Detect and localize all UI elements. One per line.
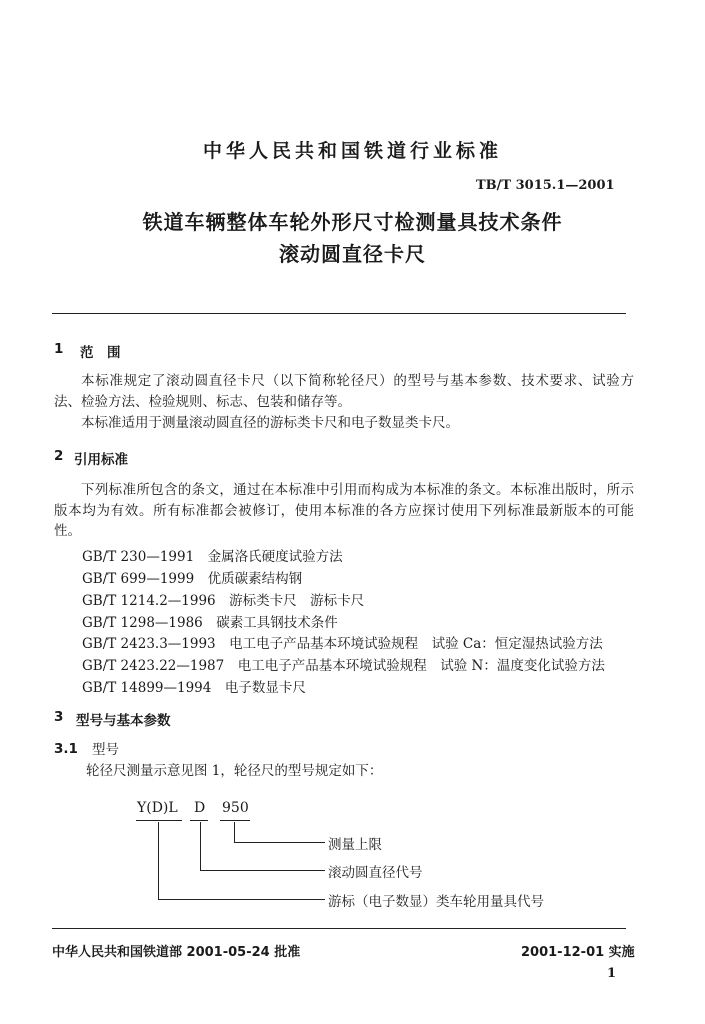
standard-number: TB/T 3015.1—2001 bbox=[476, 178, 615, 193]
code-underline-1 bbox=[136, 820, 182, 821]
reference-item: GB/T 2423.3—1993 电工电子产品基本环境试验规程 试验 Ca：恒定湿热试验方法 bbox=[82, 636, 603, 652]
reference-item: GB/T 1214.2—1996 游标类卡尺 游标卡尺 bbox=[82, 593, 365, 609]
section-1-number: 1 bbox=[54, 341, 64, 357]
approval-statement: 中华人民共和国铁道部 2001-05-24 批准 bbox=[52, 945, 301, 960]
standard-name: 中华人民共和国铁道行业标准 bbox=[202, 140, 502, 162]
implementation-date: 2001-12-01 实施 bbox=[521, 945, 635, 960]
reference-item: GB/T 1298—1986 碳素工具钢技术条件 bbox=[82, 615, 338, 631]
reference-item: GB/T 2423.22—1987 电工电子产品基本环境试验规程 试验 N：温度变化试验方法 bbox=[82, 658, 605, 674]
legend-gauge-code: 游标（电子数显）类车轮用量具代号 bbox=[328, 894, 544, 910]
section-1-paragraph-1: 本标准规定了滚动圆直径卡尺（以下简称轮径尺）的型号与基本参数、技术要求、试验方法、检验方法、检验规则、标志、包装和储存等。 bbox=[54, 373, 634, 410]
section-1-title: 范 围 bbox=[80, 345, 121, 361]
section-3-title: 型号与基本参数 bbox=[76, 713, 171, 729]
section-2-paragraph-1: 下列标准所包含的条文，通过在本标准中引用而构成为本标准的条文。本标准出版时，所示版本均为有效。所有标准都会被修订，使用本标准的各方应探讨使用下列标准最新版本的可能性。 bbox=[54, 482, 634, 539]
section-1-paragraph-2: 本标准适用于测量滚动圆直径的游标类卡尺和电子数显类卡尺。 bbox=[81, 415, 459, 431]
subsection-3-1-text: 轮径尺测量示意见图 1，轮径尺的型号规定如下： bbox=[86, 763, 383, 779]
footer-divider bbox=[52, 928, 626, 929]
title-line-1: 铁道车辆整体车轮外形尺寸检测量具技术条件 bbox=[142, 210, 563, 234]
subsection-3-1-number: 3.1 bbox=[54, 741, 78, 757]
reference-item: GB/T 699—1999 优质碳素结构钢 bbox=[82, 571, 303, 587]
model-code-part-2: D bbox=[194, 800, 206, 816]
title-line-2: 滚动圆直径卡尺 bbox=[279, 242, 426, 266]
legend-diameter-code: 滚动圆直径代号 bbox=[328, 865, 423, 881]
section-2-number: 2 bbox=[54, 448, 64, 464]
reference-item: GB/T 14899—1994 电子数显卡尺 bbox=[82, 680, 306, 696]
header-divider bbox=[52, 313, 626, 314]
section-3-number: 3 bbox=[54, 709, 64, 725]
reference-item: GB/T 230—1991 金属洛氏硬度试验方法 bbox=[82, 549, 343, 565]
code-underline-3 bbox=[220, 820, 250, 821]
model-code-part-1: Y(D)L bbox=[137, 800, 178, 816]
page-number: 1 bbox=[607, 966, 617, 981]
connector-gauge-code bbox=[158, 822, 325, 900]
model-code-part-3: 950 bbox=[222, 800, 249, 816]
code-underline-2 bbox=[190, 820, 208, 821]
section-2-title: 引用标准 bbox=[74, 452, 128, 468]
legend-upper-limit: 测量上限 bbox=[328, 837, 382, 853]
subsection-3-1-title: 型号 bbox=[92, 742, 119, 758]
